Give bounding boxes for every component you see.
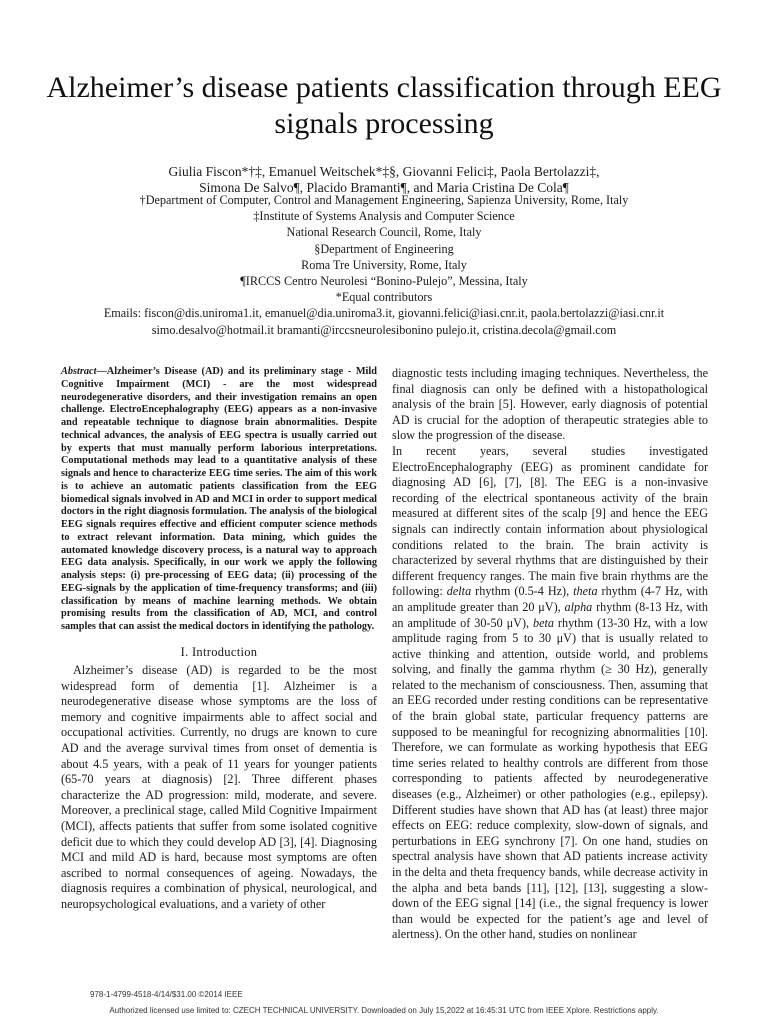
license-notice: Authorized licensed use limited to: CZECH TECHNICAL UNIVERSITY. Downloaded on July 15,2022 at 16:45:31 UTC from IEEE Xplore. Restrictions apply. bbox=[109, 1006, 659, 1015]
term-alpha: alpha bbox=[564, 599, 593, 614]
authors-line-1: Giulia Fiscon*†‡, Emanuel Weitschek*‡§, Giovanni Felici‡, Paola Bertolazzi‡, bbox=[168, 164, 600, 179]
abstract bbox=[61, 366, 377, 634]
introduction-paragraph: Alzheimer’s disease (AD) is regarded to be the most widespread form of dementia [1]. Alzheimer is a neurodegenerative disease whose symptoms are the loss of memory and cognitive impairments able to affect social and occupational activities. Currently, no drugs are known to cure AD and the average survival times from onset of dementia is about 4.5 years, with a peak of 11 years for younger patients (65-70 years at diagnosis) [2]. Three different phases characterize the AD progression: mild, moderate, and severe. Moreover, a preclinical stage, called Mild Cognitive Impairment (MCI), affects patients that suffer from some isolated cognitive deficit due to which they could develop AD [3], [4]. Diagnosing MCI and mild AD is hard, because most symptoms are often ascribed to normal consequences of ageing. Nowadays, the diagnosis requires a combination of physical, neurological, and neuropsychological evaluations, and a variety of other bbox=[61, 663, 377, 911]
affiliations bbox=[40, 192, 728, 338]
affiliation-line: §Department of Engineering bbox=[314, 241, 454, 256]
section-heading-introduction: I. Introduction bbox=[180, 645, 258, 659]
paper-title: Alzheimer’s disease patients classification through EEG signals processing bbox=[46, 71, 722, 140]
right-column bbox=[392, 366, 708, 943]
term-theta: theta bbox=[573, 584, 598, 599]
emails-line-2: simo.desalvo@hotmail.it bramanti@irccsneurolesibonino pulejo.it, cristina.decola@gmail.com bbox=[151, 322, 617, 337]
abstract-text: —Alzheimer’s Disease (AD) and its preliminary stage - Mild Cognitive Impairment (MCI) - are the most widespread neurodegenerative disorders, and their investigation remains an open challenge. ElectroEncephalography (EEG) appears as a non-invasive and repeatable technique to diagnose brain abnormalities. Despite technical advances, the analysis of EEG spectra is usually carried out by experts that must manually perform laborious interpretations. Computational methods may lead to a quantitative analysis of these signals and hence to characterize EEG time series. The aim of this work is to achieve an automatic patients classification from the EEG biomedical signals involved in AD and MCI in order to support medical doctors in the right diagnosis formulation. The analysis of the biological EEG signals requires effective and efficient computer science methods to extract relevant information. Data mining, which guides the automated knowledge discovery process, is a natural way to approach EEG data analysis. Specifically, in our work we apply the following analysis steps: (i) pre-processing of EEG data; (ii) processing of the EEG-signals by the application of time-frequency transforms; and (iii) classification by means of machine learning methods. We obtain promising results from the classification of AD, MCI, and control samples that can assist the medical doctors in identifying the pathology. bbox=[61, 366, 377, 632]
affiliation-line: ‡Institute of Systems Analysis and Computer Science bbox=[253, 209, 515, 224]
authors-line-2: Simona De Salvo¶, Placido Bramanti¶, and Maria Cristina De Cola¶ bbox=[199, 180, 569, 195]
text-run: In recent years, several studies investigated ElectroEncephalography (EEG) as prominent candidate for diagnosing AD [6], [7], [8]. The EEG is a non-invasive recording of the electrical spontaneous activity of the brain measured at different sites of the scalp [9] and hence the EEG signals can indirectly contain information about physiological conditions related to the brain. The brain activity is characterized by several rhythms that are distinguished by their different frequency ranges. The main five brain rhythms are the following: bbox=[392, 443, 708, 599]
term-beta: beta bbox=[533, 615, 554, 630]
text-run: rhythm (0.5-4 Hz), bbox=[471, 584, 574, 599]
affiliation-line: †Department of Computer, Control and Management Engineering, Sapienza University, Rome, Italy bbox=[139, 193, 629, 207]
paragraph-eeg-studies bbox=[392, 444, 708, 943]
affiliation-line: Roma Tre University, Rome, Italy bbox=[301, 257, 467, 272]
abstract-label: Abstract bbox=[61, 366, 97, 377]
text-run: rhythm (4-7 Hz, with an amplitude greater than 20 μV), bbox=[392, 584, 709, 614]
emails-line-1: Emails: fiscon@dis.uniroma1.it, emanuel@dia.uniroma3.it, giovanni.felici@iasi.cnr.it, paola.bertolazzi@iasi.cnr.it bbox=[103, 306, 665, 321]
term-delta: delta bbox=[446, 584, 472, 599]
affiliation-line: National Research Council, Rome, Italy bbox=[286, 225, 482, 240]
paragraph-diagnostic-tests: diagnostic tests including imaging techniques. Nevertheless, the final diagnosis can only be defined with a histopathological analysis of the brain [5]. However, early diagnosis of potential AD is crucial for the adoption of therapeutic strategies able to slow the progression of the disease. bbox=[392, 366, 708, 443]
text-run: rhythm (13-30 Hz, with a low amplitude raging from 5 to 30 μV) that is usually related to active thinking and attention, outside world, and problems solving, and finally the gamma rhythm (≥ 30 Hz), generally related to the mechanism of consciousness. Then, assuming that an EEG recorded under resting conditions can be representative of the brain global state, particular frequency patterns are supposed to be meaningful for recognizing abnormalities [10]. Therefore, we can formulate as working hypothesis that EEG time series related to healthy controls are different from those corresponding to patients affected by neurodegenerative diseases (e.g., Alzheimer) or other pathologies (e.g., epilepsy). Different studies have shown that AD has (at least) three major effects on EEG: reduce complexity, slow-down of signals, and perturbations in EEG synchrony [7]. On one hand, studies on spectral analysis have shown that AD patients increase activity in the delta and theta frequency bands, while decrease activity in the alpha and beta bands [11], [12], [13], suggesting a slow-down of the EEG signal [14] (i.e., the signal frequency is lower than would be expected for the patient’s age and level of alertness). On the other hand, studies on nonlinear bbox=[392, 615, 708, 942]
affiliation-line: ¶IRCCS Centro Neurolesi “Bonino-Pulejo”, Messina, Italy bbox=[240, 274, 528, 289]
text-run: rhythm (8-13 Hz, with an amplitude of 30-50 μV), bbox=[392, 599, 709, 630]
copyright-notice: 978-1-4799-4518-4/14/$31.00 ©2014 IEEE bbox=[90, 990, 243, 999]
equal-contributors-note: *Equal contributors bbox=[335, 290, 433, 305]
